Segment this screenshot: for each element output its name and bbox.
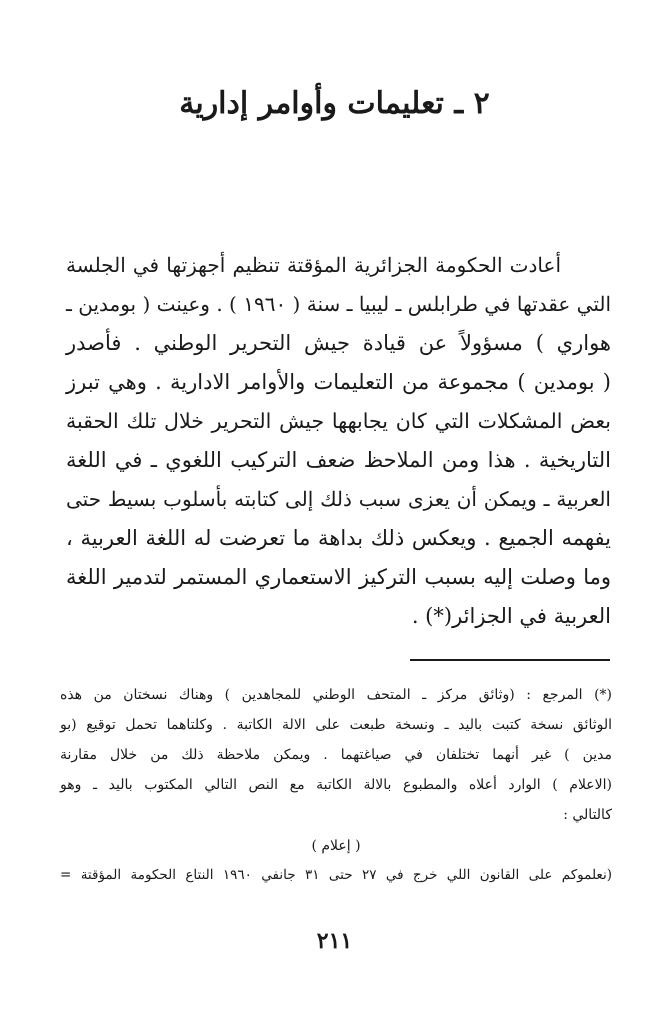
body-line: التاريخية . هذا ومن الملاحظ ضعف التركيب اللغوي ـ في اللغة [66, 448, 611, 472]
body-line: التي عقدتها في طرابلس ـ ليبيا ـ سنة ( ١٩٦٠ ) . وعينت ( بومدين ـ [66, 292, 611, 316]
footnote-line: كالتالي : [563, 807, 612, 823]
footnote-line: الوثائق نسخة كتبت باليد ـ ونسخة طبعت على الالة الكاتبة . وكلتاهما تحمل توقيع (بو [60, 717, 612, 733]
body-line: هواري ) مسؤولاً عن قيادة جيش التحرير الوطني . فأصدر [66, 331, 611, 355]
footnote-block [60, 680, 612, 890]
page-title: ٢ ـ تعليمات وأوامر إدارية [179, 86, 490, 121]
body-line: أعادت الحكومة الجزائرية المؤقتة تنظيم أجهزتها في الجلسة [66, 253, 561, 277]
body-line: وما وصلت إليه بسبب التركيز الاستعماري المستمر لتدمير اللغة [66, 565, 611, 589]
body-paragraph [66, 246, 611, 636]
footnote-heading: ( إعلام ) [311, 838, 361, 854]
body-line: العربية في الجزائر(*) . [411, 604, 611, 628]
page-number: ٢١١ [316, 928, 353, 954]
footnote-line: (الاعلام ) الوارد أعلاه والمطبوع بالالة الكاتبة مع النص التالي المكتوب باليد ـ وهو [60, 777, 612, 793]
body-line: يفهمه الجميع . ويعكس ذلك بداهة ما تعرضت له اللغة العربية ، [66, 526, 611, 550]
footnote-line: (*) المرجع : (وثائق مركز ـ المتحف الوطني للمجاهدين ) وهناك نسختان من هذه [60, 687, 612, 703]
footnote-line: مدين ) غير أنهما تختلفان في صياغتهما . ويمكن ملاحظة ذلك من خلال مقارنة [60, 747, 612, 763]
body-line: بعض المشكلات التي كان يجابهها جيش التحرير خلال تلك الحقبة [66, 409, 611, 433]
body-line: العربية ـ ويمكن أن يعزى سبب ذلك إلى كتابته بأسلوب بسيط حتى [66, 487, 611, 511]
footnote-quote: (نعلموكم على القانون اللي خرج في ٢٧ حتى ٣١ جانفي ١٩٦٠ النتاع الحكومة المؤقتة = [60, 867, 612, 883]
footnote-separator [410, 659, 610, 661]
body-line: ( بومدين ) مجموعة من التعليمات والأوامر الادارية . وهي تبرز [66, 370, 611, 394]
